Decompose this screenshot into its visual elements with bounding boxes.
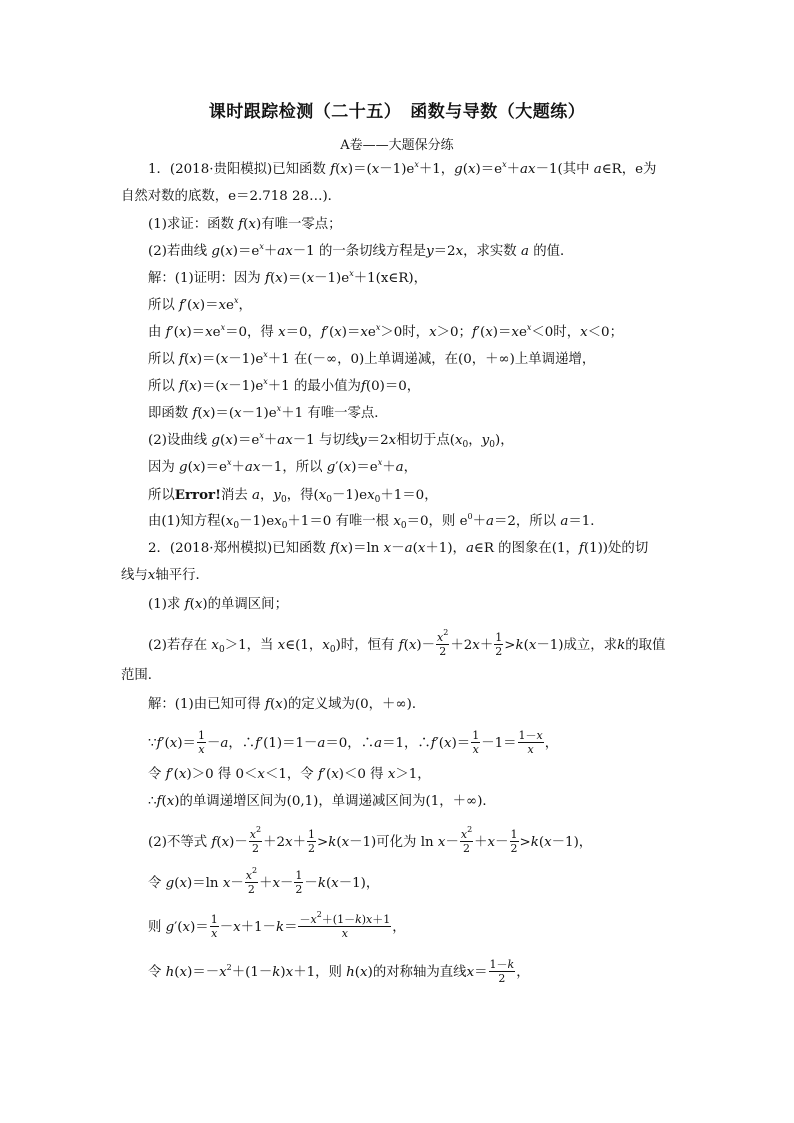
solution-1-line-4: 所以 $f(x)=(x-1)e^x+1$ 在(－∞，0)上单调递减，在(0，＋∞)上单调递增， (148, 350, 596, 367)
solution-2-line-7: 则 g′(x)＝ $\frac{1}{x}$ －x＋1－k＝ $\frac{-x^2+(1-k)x+1}{x}$ ， (148, 910, 406, 940)
problem-1-statement-cont: 自然对数的底数，e＝2.718 28…)． (121, 189, 342, 204)
solution-1-line-3: 由 $f'(x)=xe^x=0$，得 x＝0，$f'(x)=xe^x>0$时，x＞0；$f'(x)=xe^x<0$时，x＜0； (148, 323, 623, 340)
problem-1-question-2: (2)若曲线 $g(x)=e^x+ax-1$ 的一条切线方程是y＝2x，求实数 a 的值． (148, 242, 574, 259)
problem-2-statement: 2．(2018·郑州模拟)已知函数 f(x)＝ln x－a(x＋1)，a∈R 的图象在(1，f(1))处的切 (148, 541, 649, 556)
solution-2-line-6: 令 g(x)＝ln x－ $\frac{x^2}{2}$ ＋x－ $\frac{1}{2}$ －k(x－1)， (148, 866, 380, 896)
problem-2-statement-cont: 线与x轴平行． (121, 568, 209, 583)
solution-2-line-8: 令 $h(x)=-x^2+(1-k)x+1$，则 h(x)的对称轴为直线x＝ $\frac{1-k}{2}$ ， (148, 958, 530, 985)
solution-1-line-1: 解：(1)证明：因为 $f(x)=(x-1)e^x+1(x\in R)$， (148, 269, 428, 286)
solution-2-line-2: ∵f′(x)＝ $\frac{1}{x}$ －a，∴f′(1)＝1－a＝0，∴a＝1，∴f′(x)＝ $\frac{1}{x}$ －1＝ $\frac{1-x}{x}$ ， (148, 729, 559, 756)
solution-1-line-2: 所以 $f'(x)=xe^x$， (148, 296, 252, 313)
solution-2-line-5: (2)不等式 f(x)－ $\frac{x^2}{2}$ ＋2x＋ $\frac{1}{2}$ >k(x－1)可化为 ln x－ $\frac{x^2}{2}$ ＋x－ $\frac{1}{2}$ >k(x－1)， (148, 825, 593, 855)
page-title: 课时跟踪检测（二十五） 函数与导数（大题练） (208, 102, 586, 122)
problem-2-question-1: (1)求 f(x)的单调区间； (148, 597, 288, 612)
solution-1-line-10: 由(1)知方程$(x_0-1)ex_0+1=0$ 有唯一根 $x_0=0$，则 $e^0+a=2$，所以 a＝1． (148, 512, 604, 531)
solution-1-line-7: (2)设曲线 $g(x)=e^x+ax-1$ 与切线y＝2x相切于点($x_0$，$y_0$)， (148, 431, 514, 450)
problem-2-question-2: (2)若存在 $x_0>1$，当 x∈(1，$x_0$)时，恒有 f(x)－ $\frac{x^2}{2}$ ＋2x＋ $\frac{1}{2}$ >k(x－1)成立，求k的取值 (148, 628, 666, 658)
solution-1-line-9: 所以Error!消去 a，$y_0$，得$(x_0-1)ex_0+1=0$， (148, 487, 438, 505)
error-field: Error! (174, 487, 221, 503)
solution-1-line-6: 即函数 $f(x)=(x-1)e^x+1$ 有唯一零点． (148, 404, 388, 421)
problem-2-question-2-cont: 范围． (121, 668, 162, 683)
solution-2-line-4: ∴f(x)的单调递增区间为(0,1)，单调递减区间为(1，＋∞)． (148, 794, 496, 809)
section-subtitle: A卷——大题保分练 (340, 138, 454, 153)
solution-2-line-1: 解：(1)由已知可得 f(x)的定义域为(0，＋∞)． (148, 697, 426, 712)
problem-1-statement: 1．(2018·贵阳模拟)已知函数 $f(x)=(x-1)e^x+1$，$g(x)=e^x+ax-1$(其中 a∈R，e为 (148, 160, 657, 177)
problem-1-question-1: (1)求证：函数 f(x)有唯一零点； (148, 217, 342, 232)
solution-1-line-8: 因为 $g(x)=e^x+ax-1$，所以 $g'(x)=e^x+a$， (148, 458, 418, 475)
solution-2-line-3: 令 f′(x)＞0 得 0＜x＜1，令 f′(x)＜0 得 x＞1， (148, 767, 431, 782)
solution-1-line-5: 所以 $f(x)=(x-1)e^x+1$ 的最小值为f(0)＝0， (148, 377, 421, 394)
